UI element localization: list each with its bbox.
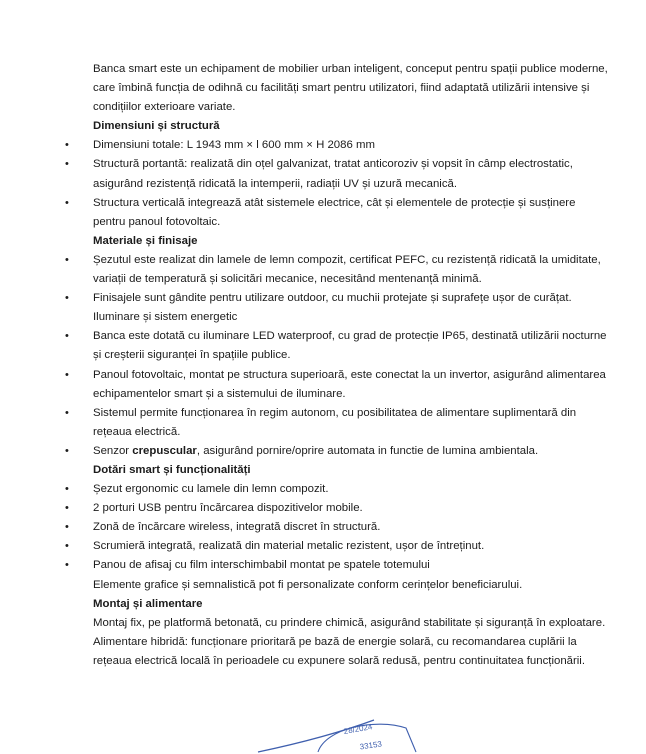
sensor-prefix: Senzor <box>93 444 133 457</box>
dimensions-list <box>93 136 608 231</box>
list-item: • Finisajele sunt gândite pentru utilizare outdoor, cu muchii protejate și suprafețe ușor de curățat. <box>93 289 608 308</box>
list-item: • Panoul fotovoltaic, montat pe structura superioară, este conectat la un invertor, asigurând alimentarea echipamentelor smart și a sistemului de iluminare. <box>93 366 608 404</box>
list-item: • Panou de afisaj cu film interschimbabil montat pe spatele totemului <box>93 556 608 575</box>
power-paragraph: Alimentare hibridă: funcționare prioritară pe bază de energie solară, cu recomandarea cuplării la rețeaua electrică locală în perioadele cu expunere solară redusă, pentru continuitatea funcționării. <box>93 635 586 667</box>
smart-features-list <box>93 480 608 575</box>
section-heading-dimensions: Dimensiuni și structură <box>93 120 220 133</box>
list-item: • Scrumieră integrată, realizată din material metalic rezistent, ușor de întreținut. <box>93 537 608 556</box>
stamp-text-date: 28/2024 <box>342 722 374 737</box>
section-heading-mounting: Montaj și alimentare <box>93 597 203 610</box>
list-item: • Structură portantă: realizată din oțel galvanizat, tratat anticoroziv și vopsit în câmp electrostatic, asigurând rezistență ridicată la intemperii, radiații UV și uzură mecanică. <box>93 155 608 193</box>
intro-paragraph: Banca smart este un echipament de mobilier urban inteligent, conceput pentru spații publice moderne, care îmbină funcția de odihnă cu facilități smart pentru utilizatori, fiind adaptată utilizării intensive și condițiilor exterioare variate. <box>93 63 608 114</box>
materials-list <box>93 251 608 308</box>
sensor-suffix: , asigurând pornire/oprire automata in functie de lumina ambientala. <box>196 444 539 457</box>
list-item: • Zonă de încărcare wireless, integrată discret în structură. <box>93 518 608 537</box>
list-item-sensor <box>93 442 608 461</box>
graphics-note: Elemente grafice și semnalistică pot fi personalizate conform cerințelor beneficiarului. <box>93 578 523 591</box>
list-item: • Banca este dotată cu iluminare LED waterproof, cu grad de protecție IP65, destinată utilizării nocturne și creșterii siguranței în spațiile publice. <box>93 327 608 365</box>
section-heading-smart: Dotări smart și funcționalități <box>93 463 251 476</box>
list-item: • Șezut ergonomic cu lamele din lemn compozit. <box>93 480 608 499</box>
list-item: • Sistemul permite funcționarea în regim autonom, cu posibilitatea de alimentare suplimentară din rețeaua electrică. <box>93 404 608 442</box>
mounting-paragraph: Montaj fix, pe platformă betonată, cu prindere chimică, asigurând stabilitate și siguranță în exploatare. <box>93 616 606 629</box>
stamp-text-number: 33153 <box>359 739 383 752</box>
lighting-list <box>93 327 608 461</box>
document-body <box>93 60 608 671</box>
list-item: • Dimensiuni totale: L 1943 mm × l 600 mm × H 2086 mm <box>93 136 608 155</box>
sensor-bold: crepuscular <box>132 444 197 457</box>
list-item: • Structura verticală integrează atât sistemele electrice, cât și elementele de protecție și susținere pentru panoul fotovoltaic. <box>93 194 608 232</box>
stamp-signature <box>256 714 426 754</box>
list-item: • Șezutul este realizat din lamele de lemn compozit, certificat PEFC, cu rezistență ridicată la umiditate, variații de temperatură și solicitări mecanice, necesitând mentenanță minimă. <box>93 251 608 289</box>
list-item: • 2 porturi USB pentru încărcarea dispozitivelor mobile. <box>93 499 608 518</box>
section-label-lighting: Iluminare și sistem energetic <box>93 311 238 324</box>
section-heading-materials: Materiale și finisaje <box>93 234 198 247</box>
